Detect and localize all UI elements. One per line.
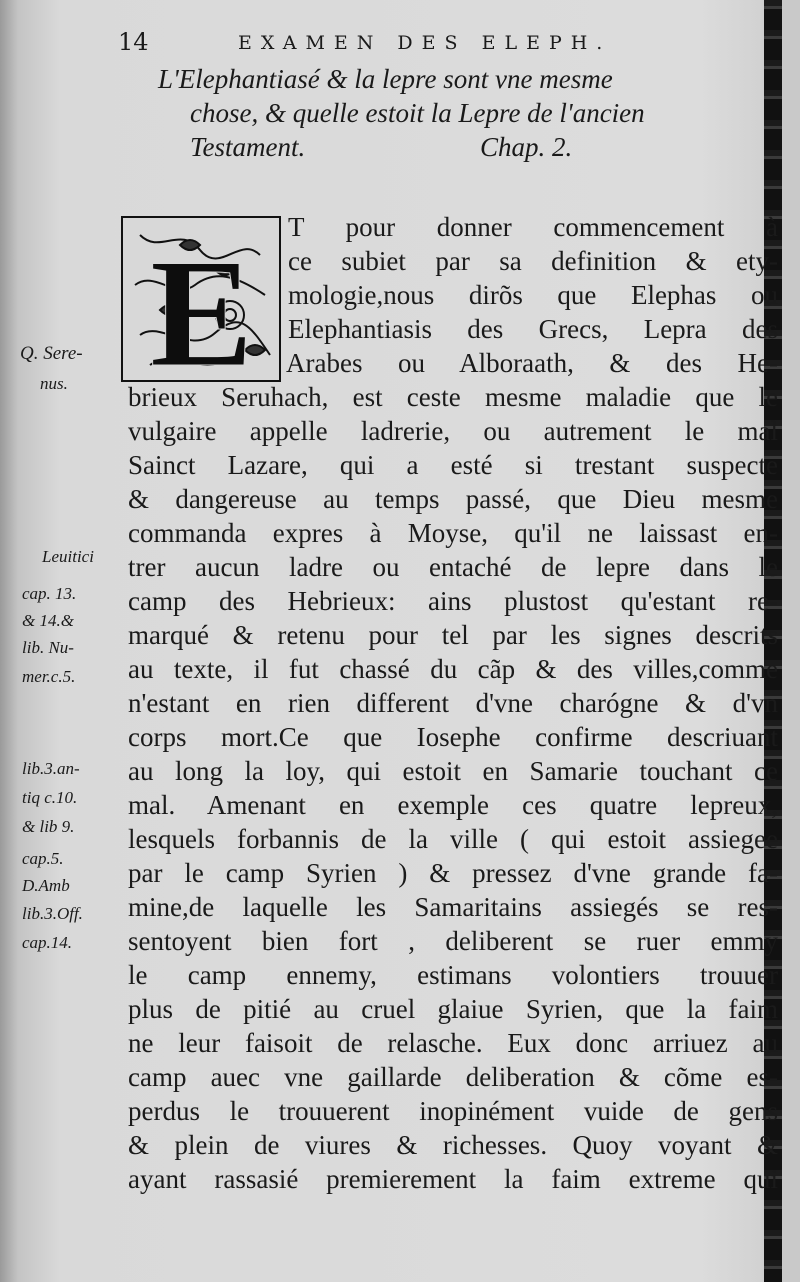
text-line: corps mort.Ce que Iosephe confirme descriuant (128, 722, 778, 752)
margin-note: tiq c.10. (22, 788, 78, 807)
margin-note: lib.3.Off. (22, 904, 83, 923)
margin-note: nus. (40, 374, 68, 393)
text-line: commanda expres à Moyse, qu'il ne laissast en- (128, 518, 778, 548)
text-line: plus de pitié au cruel glaiue Syrien, que la faim (128, 994, 778, 1024)
text-line: Arabes ou Alboraath, & des He- (286, 348, 778, 378)
text-line: & plein de viures & richesses. Quoy voyant & (128, 1130, 778, 1160)
margin-note: lib.3.an- (22, 759, 80, 778)
margin-note: cap.14. (22, 933, 73, 952)
text-line: brieux Seruhach, est ceste mesme maladie que le (128, 382, 778, 412)
text-line: Sainct Lazare, qui a esté si trestant suspecte (128, 450, 778, 480)
text-line: camp auec vne gaillarde deliberation & cõme es- (128, 1062, 778, 1092)
text-line: mologie,nous dirõs que Elephas ou (288, 280, 778, 310)
margin-note: Q. Sere- (20, 343, 83, 364)
text-line: vulgaire appelle ladrerie, ou autrement le mal (128, 416, 778, 446)
text-line: au texte, il fut chassé du cãp & des villes,comme (128, 654, 778, 684)
text-line: camp des Hebrieux: ains plustost qu'estant re- (128, 586, 778, 616)
text-line: T pour donner commencement à (288, 212, 778, 242)
text-line: ce subiet par sa definition & ety- (288, 246, 778, 276)
chapter-title-line-2: chose, & quelle estoit la Lepre de l'ancien (190, 98, 645, 128)
body-text (128, 210, 778, 1196)
text-line: & dangereuse au temps passé, que Dieu mesme (128, 484, 778, 514)
text-line: marqué & retenu pour tel par les signes descrits (128, 620, 778, 650)
chapter-title-line-3 (150, 130, 725, 164)
margin-note: & 14.& (22, 611, 74, 630)
text-line: ayant rassasié premierement la faim extreme qui (128, 1164, 778, 1194)
text-line: Elephantiasis des Grecs, Lepra des (288, 314, 778, 344)
margin-note: lib. Nu- (22, 638, 74, 657)
ornamental-initial-letter: E (150, 227, 254, 383)
text-line: au long la loy, qui estoit en Samarie touchant ce (128, 756, 778, 786)
margin-note: mer.c.5. (22, 667, 76, 686)
running-title: EXAMEN DES ELEPH. (238, 32, 612, 54)
chapter-title-testament: Testament. (190, 132, 306, 162)
margin-note: cap.5. (22, 849, 64, 868)
chapter-title (150, 62, 725, 164)
margin-note: D.Amb (22, 876, 70, 895)
text-line: lesquels forbannis de la ville ( qui estoit assiegee (128, 824, 778, 854)
chapter-title-line-1: L'Elephantiasé & la lepre sont vne mesme (158, 64, 613, 94)
text-line: trer aucun ladre ou entaché de lepre dans le (128, 552, 778, 582)
text-line: ne leur faisoit de relasche. Eux donc arriuez au (128, 1028, 778, 1058)
text-line: mal. Amenant en exemple ces quatre lepreux, (128, 790, 778, 820)
text-line: par le camp Syrien ) & pressez d'vne grande fa- (128, 858, 778, 888)
text-line: le camp ennemy, estimans volontiers trouuer (128, 960, 778, 990)
margin-note: & lib 9. (22, 817, 75, 836)
margin-note: cap. 13. (22, 584, 77, 603)
page-number: 14 (118, 28, 149, 56)
text-line: perdus le trouuerent inopinément vuide de gens (128, 1096, 778, 1126)
margin-note: Leuitici (42, 547, 94, 566)
text-line: n'estant en rien different d'vne charógne & d'vn (128, 688, 778, 718)
text-line: mine,de laquelle les Samaritains assiegés se res- (128, 892, 778, 922)
page-header (118, 28, 758, 58)
text-line: sentoyent bien fort , deliberent se ruer emmy (128, 926, 778, 956)
chapter-number: Chap. 2. (480, 132, 573, 162)
